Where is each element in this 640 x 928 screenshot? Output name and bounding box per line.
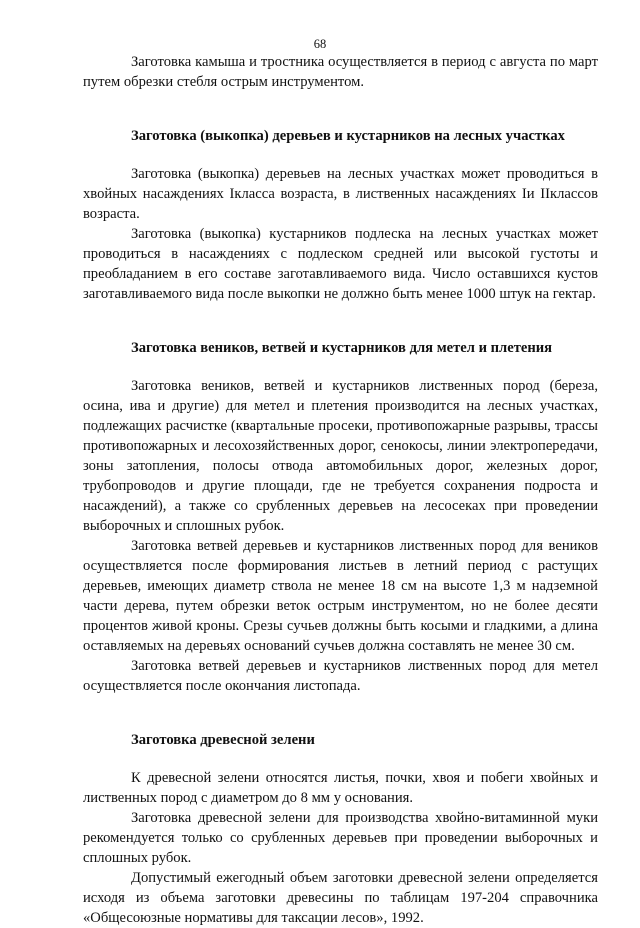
paragraph-trees-digging: Заготовка (выкопка) деревьев на лесных участках может проводиться в хвойных насаждениях Iкласса возраста, в лиственных насаждениях Iи IIклассов возраста. [83,166,598,222]
section-heading-trees-shrubs: Заготовка (выкопка) деревьев и кустарников на лесных участках [131,128,565,144]
paragraph-shrubs-digging: Заготовка (выкопка) кустарников подлеска на лесных участках может проводиться в насаждениях с подлеском средней или высокой густоты и преобладанием в его составе заготавливаемого вида. Число оставшихся кустов заготавливаемого вида после выкопки не должно быть менее 1000 штук на гектар. [83,226,598,302]
paragraph-greenery-definition: К древесной зелени относятся листья, почки, хвоя и побеги хвойных и лиственных пород с диаметром до 8 мм у основания. [83,770,598,806]
spacer [83,750,598,768]
section-heading-brooms-branches: Заготовка веников, ветвей и кустарников для метел и плетения [131,340,553,356]
paragraph-branches-brooms: Заготовка ветвей деревьев и кустарников лиственных пород для метел осуществляется после окончания листопада. [83,658,598,694]
section-heading-greenery: Заготовка древесной зелени [131,732,315,748]
spacer [83,358,598,376]
paragraph-branches-areas: Заготовка веников, ветвей и кустарников лиственных пород (береза, осина, ива и другие) для метел и плетения производится на лесных участках, подлежащих расчистке (квартальные просеки, противопожарные разрывы, трассы противопожарных и лесохозяйственных дорог, сенокосы, линии электропередачи, зоны затопления, полосы отвода автомобильных дорог, железных дорог, трубопроводов и другие площади, где не требуется сохранения подроста и насаждений), а также со срубленных деревьев на лесосеках при проведении выборочных и сплошных рубок. [83,378,598,534]
spacer [83,304,598,338]
paragraph-branches-summer: Заготовка ветвей деревьев и кустарников лиственных пород для веников осуществляется после формирования листьев в летний период с растущих деревьев, имеющих диаметр ствола не менее 18 см на высоте 1,3 м надземной части дерева, путем обрезки веток острым инструментом, но не более десяти процентов живой кроны. Срезы сучьев должны быть косыми и гладкими, а длина оставляемых на деревьях оснований сучьев должна составлять не менее 30 см. [83,538,598,654]
page-number: 68 [313,37,327,51]
paragraph-greenery-flour: Заготовка древесной зелени для производства хвойно-витаминной муки рекомендуется только со срубленных деревьев при проведении выборочных и сплошных рубок. [83,810,598,866]
page-content [83,52,598,928]
spacer [83,146,598,164]
paragraph-greenery-volume: Допустимый ежегодный объем заготовки древесной зелени определяется исходя из объема заготовки древесины по таблицам 197-204 справочника «Общесоюзные нормативы для таксации лесов», 1992. [83,870,598,926]
spacer [83,696,598,730]
paragraph-reed-harvest: Заготовка камыша и тростника осуществляется в период с августа по март путем обрезки стебля острым инструментом. [83,54,598,90]
spacer [83,92,598,126]
